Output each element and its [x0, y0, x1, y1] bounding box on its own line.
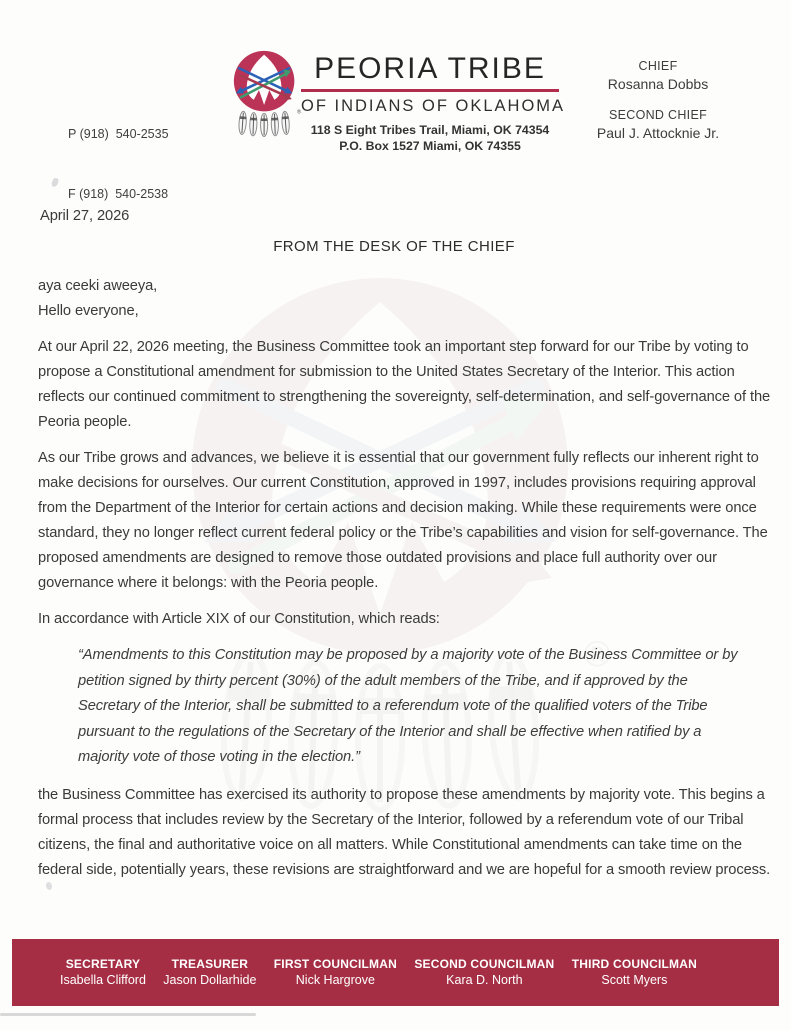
footer-member-title: THIRD COUNCILMAN: [571, 957, 697, 971]
org-name: PEORIA TRIBE: [314, 52, 546, 85]
official-title: CHIEF: [638, 59, 678, 73]
footer-member-treasurer: [163, 957, 256, 988]
footer-member-third-councilman: [572, 957, 697, 988]
footer-member-secretary: [60, 957, 146, 988]
footer-officials-band: [12, 939, 779, 1006]
paragraph-rationale: As our Tribe grows and advances, we believe it is essential that our government fully reflects our inherent right to make decisions for ourselves. Our current Constitution, approved in 1997, includes provisions requiring approval from the Department of the Interior for certain actions and decision making. While these requirements were once standard, they no longer reflect current federal policy or the Tribe’s capabilities and vision for self-governance. The proposed amendments are designed to remove those outdated provisions and place full authority over our governance where it belongs: with the Peoria people.: [38, 450, 768, 591]
org-address-line1: 118 S Eight Tribes Trail, Miami, OK 74354: [310, 123, 550, 137]
officials-block: [553, 58, 763, 156]
org-address-line2: P.O. Box 1527 Miami, OK 74355: [339, 139, 521, 153]
scan-artifact-line: [0, 1013, 256, 1016]
org-title-block: [301, 52, 566, 154]
official-name: Paul J. Attocknie Jr.: [596, 125, 720, 141]
org-subtitle: OF INDIANS OF OKLAHOMA: [301, 97, 566, 115]
footer-member-title: SECRETARY: [65, 957, 141, 971]
footer-member-name: Nick Hargrove: [295, 973, 375, 987]
official-title: SECOND CHIEF: [608, 108, 708, 122]
footer-member-title: TREASURER: [171, 957, 249, 971]
greeting-native: aya ceeki aweeya,: [38, 278, 158, 294]
paragraph-announcement: At our April 22, 2026 meeting, the Business Committee took an important step forward for our Tribe by voting to propose a Constitutional amendment for submission to the United States Secretary of the Interior. This action reflects our continued commitment to strengthening the sovereignty, self-determination, and self-governance of the Peoria people.: [38, 339, 771, 430]
letter-body: [38, 206, 780, 894]
letter-date: April 27, 2026: [40, 208, 130, 224]
footer-member-first-councilman: [274, 957, 397, 988]
letter-heading: FROM THE DESK OF THE CHIEF: [273, 238, 515, 255]
footer-member-title: FIRST COUNCILMAN: [273, 957, 397, 971]
footer-member-name: Isabella Clifford: [60, 973, 146, 987]
official-second-chief: [553, 107, 763, 142]
footer-member-name: Kara D. North: [446, 973, 523, 987]
scan-artifact-smudge: [51, 177, 60, 188]
tribe-logo-icon: [230, 44, 304, 162]
fax-number: F (918) 540-2538: [68, 187, 169, 201]
paragraph-closing: the Business Committee has exercised its authority to propose these amendments by majority vote. This begins a formal process that includes review by the Secretary of the Interior, followed by a referendum vote of our Tribal citizens, the final and authoritative voice on all matters. While Constitutional amendments can take time on the federal side, potentially years, these revisions are straightforward and we are hopeful for a smooth review process.: [38, 786, 771, 878]
footer-member-title: SECOND COUNCILMAN: [414, 957, 555, 971]
greeting-block: [38, 274, 780, 324]
phone-number: P (918) 540-2535: [68, 127, 169, 141]
footer-member-name: Scott Myers: [601, 973, 668, 987]
paragraph-article-intro: In accordance with Article XIX of our Constitution, which reads:: [38, 611, 440, 627]
greeting-english: Hello everyone,: [38, 303, 139, 319]
official-name: Rosanna Dobbs: [607, 76, 709, 92]
constitution-quote: “Amendments to this Constitution may be proposed by a majority vote of the Business Committee or by petition signed by thirty percent (30%) of the adult members of the Tribe, and if approved by the Secretary of the Interior, shall be submitted to a referendum vote of the qualified voters of the Tribe pursuant to the regulations of the Secretary of the Interior and shall be effective when ratified by a majority vote of those voting in the election.”: [78, 647, 738, 765]
footer-member-second-councilman: [414, 957, 554, 988]
official-chief: [553, 58, 763, 93]
org-title-divider: [301, 89, 559, 92]
footer-member-name: Jason Dollarhide: [163, 973, 257, 987]
